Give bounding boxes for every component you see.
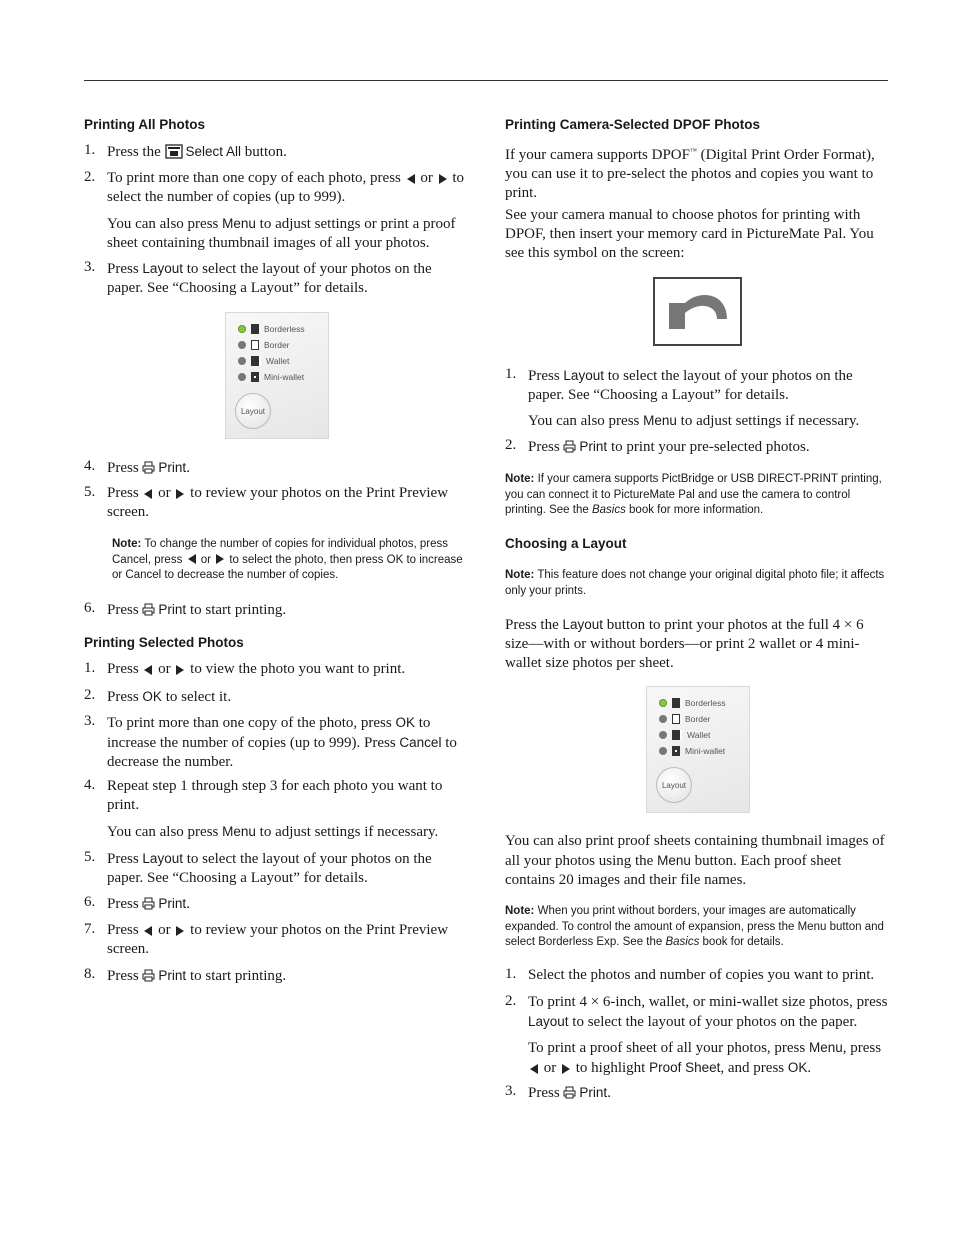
left-arrow-icon — [144, 665, 152, 675]
layout-panel: Borderless Border Wallet Mini-wallet Layout — [225, 312, 329, 439]
heading-choosing-layout: Choosing a Layout — [505, 536, 627, 551]
indicator-light-on — [238, 325, 246, 333]
print-icon — [563, 1086, 576, 1099]
right-arrow-icon — [562, 1064, 570, 1074]
layout-intro: Press the Layout button to print your photos at the full 4 × 6 size—with or without borders—or print 2 wallet or 4 mini-wallet size photos per sheet. — [505, 617, 864, 671]
left-arrow-icon — [144, 926, 152, 936]
layout-panel-2: Borderless Border Wallet Mini-wallet Layout — [646, 686, 750, 813]
header-rule — [84, 80, 888, 81]
wallet-icon — [672, 730, 682, 740]
print-icon — [142, 461, 155, 474]
right-arrow-icon — [439, 174, 447, 184]
heading-dpof: Printing Camera-Selected DPOF Photos — [505, 117, 761, 132]
right-arrow-icon — [176, 926, 184, 936]
borderless-icon — [672, 698, 680, 708]
step-2-sub: You can also press Menu to adjust settings or print a proof sheet containing thumbnail images of all your photos. — [107, 216, 456, 251]
border-icon — [251, 340, 259, 350]
print-icon — [142, 897, 155, 910]
border-icon — [672, 714, 680, 724]
right-arrow-icon — [176, 665, 184, 675]
mini-wallet-icon — [672, 746, 680, 756]
note-original-file: Note: This feature does not change your original digital photo file; it affects only your prints. — [505, 569, 885, 597]
heading-printing-all-photos: Printing All Photos — [84, 117, 205, 132]
dpof-symbol — [653, 277, 742, 346]
left-arrow-icon — [530, 1064, 538, 1074]
note-copies: Note: To change the number of copies for individual photos, press Cancel, press or to select the photo, then press OK to increase or Cancel to decrease the number of copies. — [112, 538, 463, 581]
note-pictbridge: Note: If your camera supports PictBridge or USB DIRECT-PRINT printing, you can connect it to PictureMate Pal and use the camera to control printing. See the Basics book for more information. — [505, 473, 882, 516]
indicator-light-on — [659, 699, 667, 707]
dpof-intro: If your camera supports DPOF™ (Digital Print Order Format), you can use it to pre-select the photos and copies you want to print. — [505, 147, 875, 201]
proof-sheet-paragraph: You can also print proof sheets containing thumbnail images of all your photos using the Menu button. Each proof sheet contains 20 images and their file names. — [505, 833, 885, 888]
left-arrow-icon — [407, 174, 415, 184]
right-arrow-icon — [176, 489, 184, 499]
layout-step-2-sub: To print a proof sheet of all your photos, press Menu, press or to highlight Proof Sheet, and press OK. — [528, 1040, 882, 1076]
layout-button[interactable]: Layout — [656, 767, 692, 803]
left-arrow-icon — [188, 554, 196, 564]
print-icon — [563, 440, 576, 453]
print-icon — [142, 603, 155, 616]
left-arrow-icon — [144, 489, 152, 499]
wallet-icon — [251, 356, 261, 366]
heading-printing-selected-photos: Printing Selected Photos — [84, 635, 244, 650]
right-arrow-icon — [216, 554, 224, 564]
mini-wallet-icon — [251, 372, 259, 382]
sel-step-4-sub: You can also press Menu to adjust settings if necessary. — [107, 824, 439, 840]
dpof-step-1-sub: You can also press Menu to adjust settings if necessary. — [528, 413, 860, 429]
borderless-icon — [251, 324, 259, 334]
print-icon — [142, 969, 155, 982]
select-all-icon — [165, 144, 183, 159]
layout-button[interactable]: Layout — [235, 393, 271, 429]
note-borderless: Note: When you print without borders, your images are automatically expanded. To control the amount of expansion, press the Menu button and select Borderless Exp. See the Basics book for details. — [505, 905, 884, 948]
dpof-instructions: See your camera manual to choose photos for printing with DPOF, then insert your memory card in PictureMate Pal. You see this symbol on the screen: — [505, 207, 874, 261]
